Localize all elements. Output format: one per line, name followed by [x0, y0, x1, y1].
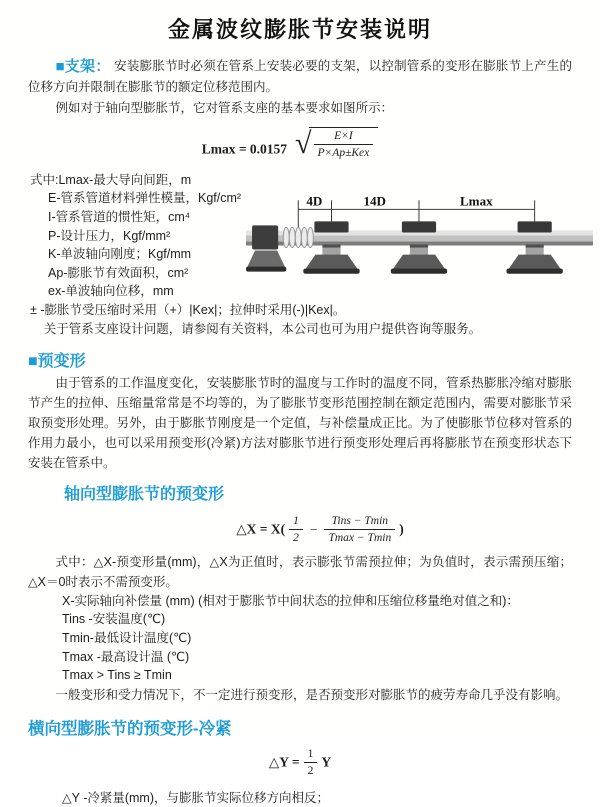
dim-label-14d: 14D [363, 193, 386, 209]
axial-subsection-heading: 轴向型膨胀节的预变形 [64, 486, 225, 504]
definition-line: I-管系管道的惯性矩，cm⁴ [48, 209, 191, 224]
fraction [314, 129, 374, 161]
section-bullet-square-icon: ■ [55, 58, 65, 75]
axial-note-tins: Tins -安装温度(℃) [62, 612, 166, 627]
definition-line: ex-单波轴向位移，mm [48, 284, 174, 299]
fraction-temperature [324, 514, 395, 546]
predeform-heading-text: 预变形 [37, 353, 86, 371]
fraction-denominator: 2 [307, 765, 314, 778]
axial-note-x: X-实际轴向补偿量 (mm) (相对于膨胀节中间状态的拉伸和压缩位移量绝对值之和)： [62, 593, 519, 608]
fraction-numerator: E×I [314, 129, 374, 145]
fraction-denominator: 2 [293, 532, 299, 545]
transverse-note: △Y -冷紧量(mm)，与膨胀节实际位移方向相反； [62, 790, 330, 805]
dim-label-lmax: Lmax [459, 193, 493, 209]
formula-delta-y-lhs: △Y = [268, 754, 300, 770]
page-title: 金属波纹膨胀节安装说明 [167, 17, 432, 42]
definition-line: P-设计压力，Kgf/mm² [48, 228, 171, 243]
definition-line: 关于管系支座设计问题，请参阅有关资料，本公司也可为用户提供咨询等服务。 [43, 321, 482, 336]
predeform-paragraph: 由于管系的工作温度变化，安装膨胀节时的温度与工作时的温度不同，管系热膨胀冷缩对膨胀节产生的拉伸、压缩量常常是不均等的，为了膨胀节变形范围控制在额定范围内，需要对膨胀节采取预变形处理。另外，由于膨胀节刚度是一个定值，与补偿量成正比。为了使膨胀节位移对管系的作用力最小，也可以采用预变形(冷紧)方法对膨胀节进行预变形处理后再将膨胀节在预变形状态下安装在管系中。 [28, 376, 572, 471]
axial-note-tmin: Tmin-最低设计温度(℃) [62, 631, 192, 646]
fraction-numerator: 1 [289, 514, 303, 530]
minus-operator: − [309, 521, 318, 537]
pipe-guide-support [506, 221, 562, 273]
radical-icon: √ [295, 127, 312, 161]
fraction-one-half [304, 747, 318, 779]
dim-label-4d: 4D [306, 193, 323, 209]
support-example-line: 例如对于轴向型膨胀节，它对管系支座的基本要求如图所示： [55, 101, 394, 115]
formula-delta-y [0, 747, 600, 779]
formula-delta-y-rhs: Y [321, 754, 332, 770]
radicand [309, 127, 379, 161]
fraction-denominator: Tmax − Tmin [328, 532, 392, 545]
axial-note-tmax: Tmax -最高设计温 (℃) [62, 649, 190, 664]
square-root [295, 127, 378, 161]
support-intro-text: 安装膨胀节时必须在管系上安装必要的支架，以控制管系的变形在膨胀节上产生的位移方向并限制在膨胀节的额定位移范围内。 [28, 59, 572, 94]
fraction-one-half [289, 514, 303, 546]
bellows-coils [283, 227, 313, 247]
definition-line: ± -膨胀节受压缩时采用（+）|Kex|；拉伸时采用(-)|Kex|。 [30, 302, 346, 317]
fraction-denominator: P×Ap±Kex [317, 147, 370, 160]
support-section-paragraph [28, 56, 572, 97]
pipe-support-diagram [246, 192, 598, 288]
definition-line: 式中:Lmax-最大导向间距，m [30, 172, 192, 187]
support-section-heading: 支架： [64, 58, 111, 75]
pipe-support-diagram-svg [246, 192, 598, 288]
axial-note-general: 一般变形和受力情况下，不一定进行预变形，是否预变形对膨胀节的疲劳寿命几乎没有影响。 [55, 687, 569, 702]
definition-line: E-管系管道材料弹性模量，Kgf/cm² [48, 191, 242, 206]
definition-line: K-单波轴向刚度；Kgf/mm [48, 247, 192, 262]
formula-lmax [0, 127, 600, 161]
fraction-numerator: 1 [304, 747, 318, 763]
transverse-subsection-heading: 横向型膨胀节的预变形-冷紧 [28, 719, 232, 738]
pipe-guide-support [391, 221, 447, 273]
formula-delta-x-lhs: △X = X( [236, 521, 286, 537]
fraction-numerator: Tins − Tmin [324, 514, 395, 530]
predeform-section-heading [28, 348, 572, 371]
axial-note-inequality: Tmax > Tins ≥ Tmin [62, 668, 172, 683]
section-bullet-square-icon: ■ [28, 353, 38, 371]
formula-delta-x-rhs: ) [399, 521, 404, 537]
axial-note-main: 式中：△X-预变形量(mm)，△X为正值时，表示膨张节需预拉伸；为负值时，表示需预压缩；△X＝0时表示不需预变形。 [28, 554, 572, 589]
definition-line: Ap-膨胀节有效面积，cm² [48, 265, 189, 280]
formula-delta-x [40, 514, 600, 546]
formula-lmax-lhs: Lmax = 0.0157 [201, 141, 288, 157]
axial-notes [0, 552, 600, 705]
